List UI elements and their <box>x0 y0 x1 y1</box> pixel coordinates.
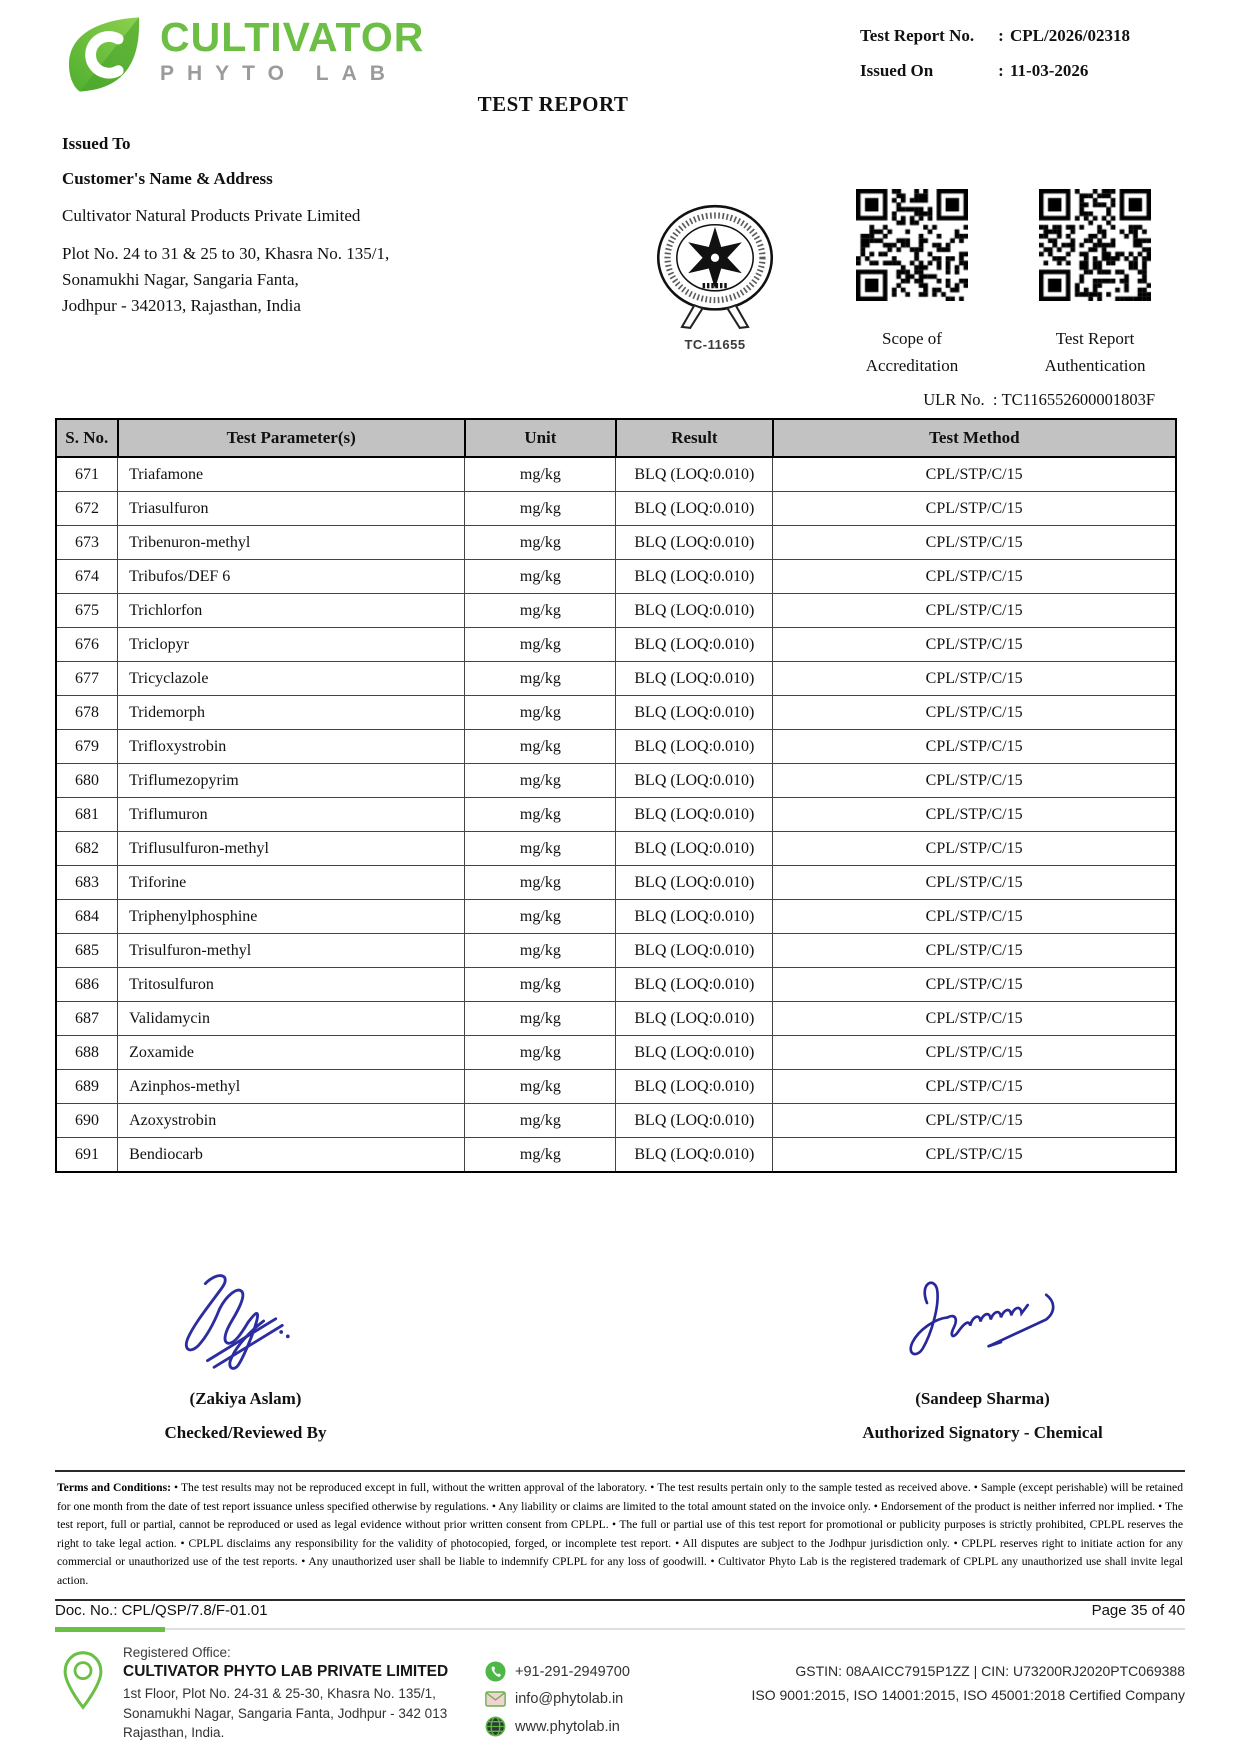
result-cell: BLQ (LOQ:0.010) <box>616 696 773 730</box>
sno-cell: 673 <box>56 526 118 560</box>
signatory-name: (Zakiya Aslam) <box>189 1389 302 1408</box>
sno-cell: 682 <box>56 832 118 866</box>
footer-divider-accent <box>55 1627 165 1632</box>
result-cell: BLQ (LOQ:0.010) <box>616 526 773 560</box>
document-footer-row <box>55 1602 1185 1619</box>
table-row <box>56 866 1176 900</box>
result-cell: BLQ (LOQ:0.010) <box>616 900 773 934</box>
method-cell: CPL/STP/C/15 <box>773 934 1176 968</box>
table-row <box>56 457 1176 492</box>
sno-cell: 671 <box>56 457 118 492</box>
parameter-cell: Tribufos/DEF 6 <box>118 560 465 594</box>
method-cell: CPL/STP/C/15 <box>773 730 1176 764</box>
result-cell: BLQ (LOQ:0.010) <box>616 560 773 594</box>
customer-address-line: Plot No. 24 to 31 & 25 to 30, Khasra No. 135/1, <box>62 244 390 263</box>
unit-cell: mg/kg <box>465 662 616 696</box>
table-row <box>56 696 1176 730</box>
parameter-cell: Tribenuron-methyl <box>118 526 465 560</box>
unit-cell: mg/kg <box>465 832 616 866</box>
method-cell: CPL/STP/C/15 <box>773 526 1176 560</box>
registered-office <box>123 1645 473 1746</box>
doc-number: Doc. No.: CPL/QSP/7.8/F-01.01 <box>55 1602 268 1619</box>
issued-on-row <box>860 61 1130 81</box>
unit-cell: mg/kg <box>465 560 616 594</box>
ulr-value: TC116552600001803F <box>1001 390 1155 409</box>
sno-cell: 684 <box>56 900 118 934</box>
contact-list <box>485 1661 700 1746</box>
parameter-cell: Validamycin <box>118 1002 465 1036</box>
method-cell: CPL/STP/C/15 <box>773 798 1176 832</box>
method-cell: CPL/STP/C/15 <box>773 696 1176 730</box>
parameter-cell: Trifloxystrobin <box>118 730 465 764</box>
sno-cell: 677 <box>56 662 118 696</box>
method-cell: CPL/STP/C/15 <box>773 1070 1176 1104</box>
result-cell: BLQ (LOQ:0.010) <box>616 1070 773 1104</box>
sno-cell: 683 <box>56 866 118 900</box>
report-no-value: CPL/2026/02318 <box>1010 26 1130 45</box>
customer-block <box>62 134 502 319</box>
result-cell: BLQ (LOQ:0.010) <box>616 628 773 662</box>
colon: : <box>998 26 1004 45</box>
table-row <box>56 1138 1176 1173</box>
logo-brand: CULTIVATOR <box>160 14 425 60</box>
signature-zakiya-icon <box>171 1266 321 1376</box>
sno-cell: 679 <box>56 730 118 764</box>
report-meta <box>860 26 1130 96</box>
result-cell: BLQ (LOQ:0.010) <box>616 1104 773 1138</box>
ulr-number <box>55 390 1177 410</box>
unit-cell: mg/kg <box>465 730 616 764</box>
parameter-cell: Triasulfuron <box>118 492 465 526</box>
parameter-cell: Triphenylphosphine <box>118 900 465 934</box>
table-row <box>56 730 1176 764</box>
method-cell: CPL/STP/C/15 <box>773 1138 1176 1173</box>
parameter-cell: Azoxystrobin <box>118 1104 465 1138</box>
footer-divider <box>55 1628 1185 1630</box>
signature-block-checked <box>118 1266 373 1443</box>
method-cell: CPL/STP/C/15 <box>773 866 1176 900</box>
sno-cell: 685 <box>56 934 118 968</box>
colon: : <box>992 390 998 409</box>
method-cell: CPL/STP/C/15 <box>773 764 1176 798</box>
sno-cell: 688 <box>56 1036 118 1070</box>
parameter-cell: Trichlorfon <box>118 594 465 628</box>
result-cell: BLQ (LOQ:0.010) <box>616 832 773 866</box>
result-cell: BLQ (LOQ:0.010) <box>616 457 773 492</box>
leaf-logo-icon <box>62 14 146 94</box>
qr-auth-caption-line1: Test Report <box>1055 329 1135 348</box>
sno-cell: 676 <box>56 628 118 662</box>
parameter-cell: Triclopyr <box>118 628 465 662</box>
unit-cell: mg/kg <box>465 457 616 492</box>
table-row <box>56 900 1176 934</box>
table-row <box>56 628 1176 662</box>
globe-icon <box>485 1716 506 1737</box>
website-url: www.phytolab.in <box>515 1718 620 1735</box>
iso-certifications: ISO 9001:2015, ISO 14001:2015, ISO 45001:2018 Certified Company <box>751 1687 1185 1703</box>
unit-cell: mg/kg <box>465 628 616 662</box>
result-cell: BLQ (LOQ:0.010) <box>616 934 773 968</box>
result-cell: BLQ (LOQ:0.010) <box>616 594 773 628</box>
parameter-cell: Trisulfuron-methyl <box>118 934 465 968</box>
website-row <box>485 1716 700 1737</box>
footer <box>55 1645 1185 1746</box>
sno-cell: 674 <box>56 560 118 594</box>
colon: : <box>998 61 1004 80</box>
table-row <box>56 1036 1176 1070</box>
sno-cell: 672 <box>56 492 118 526</box>
registration-numbers <box>700 1663 1185 1746</box>
terms-label: Terms and Conditions: <box>57 1481 171 1494</box>
unit-cell: mg/kg <box>465 1138 616 1173</box>
unit-cell: mg/kg <box>465 798 616 832</box>
page-title: TEST REPORT <box>477 92 629 116</box>
email-address: info@phytolab.in <box>515 1691 624 1707</box>
result-cell: BLQ (LOQ:0.010) <box>616 730 773 764</box>
unit-cell: mg/kg <box>465 764 616 798</box>
unit-cell: mg/kg <box>465 934 616 968</box>
result-cell: BLQ (LOQ:0.010) <box>616 968 773 1002</box>
unit-cell: mg/kg <box>465 1002 616 1036</box>
table-row <box>56 492 1176 526</box>
phone-number: +91-291-2949700 <box>515 1663 630 1680</box>
table-row <box>56 968 1176 1002</box>
qr-code-auth-icon <box>1039 189 1151 301</box>
results-table <box>55 418 1177 1173</box>
col-header-result: Result <box>616 419 773 457</box>
nabl-seal <box>653 200 777 352</box>
unit-cell: mg/kg <box>465 1036 616 1070</box>
office-address-line: Rajasthan, India. <box>123 1725 225 1741</box>
result-cell: BLQ (LOQ:0.010) <box>616 1002 773 1036</box>
office-address-line: 1st Floor, Plot No. 24-31 & 25-30, Khasra No. 135/1, <box>123 1686 436 1701</box>
unit-cell: mg/kg <box>465 968 616 1002</box>
sno-cell: 680 <box>56 764 118 798</box>
office-address-line: Sonamukhi Nagar, Sangaria Fanta, Jodhpur - 342 013 <box>123 1705 448 1721</box>
qr-code-scope-icon <box>856 189 968 301</box>
signature-sandeep-icon <box>890 1266 1075 1376</box>
issued-on-value: 11-03-2026 <box>1010 61 1089 80</box>
result-cell: BLQ (LOQ:0.010) <box>616 1036 773 1070</box>
page-number: Page 35 of 40 <box>1091 1602 1185 1619</box>
result-cell: BLQ (LOQ:0.010) <box>616 764 773 798</box>
parameter-cell: Triflumezopyrim <box>118 764 465 798</box>
method-cell: CPL/STP/C/15 <box>773 1104 1176 1138</box>
result-cell: BLQ (LOQ:0.010) <box>616 798 773 832</box>
phone-row <box>485 1661 700 1682</box>
qr-scope-caption-line1: Scope of <box>882 329 942 348</box>
method-cell: CPL/STP/C/15 <box>773 1002 1176 1036</box>
office-address <box>123 1684 473 1743</box>
method-cell: CPL/STP/C/15 <box>773 1036 1176 1070</box>
col-header-method: Test Method <box>773 419 1176 457</box>
unit-cell: mg/kg <box>465 866 616 900</box>
result-cell: BLQ (LOQ:0.010) <box>616 866 773 900</box>
method-cell: CPL/STP/C/15 <box>773 594 1176 628</box>
table-row <box>56 560 1176 594</box>
location-pin-icon <box>61 1649 105 1746</box>
terms-and-conditions <box>55 1470 1185 1601</box>
customer-subheading: Customer's Name & Address <box>62 169 273 188</box>
nabl-seal-icon <box>653 200 777 330</box>
office-company-name: CULTIVATOR PHYTO LAB PRIVATE LIMITED <box>123 1663 449 1680</box>
issued-to-heading: Issued To <box>62 134 131 153</box>
parameter-cell: Azinphos-methyl <box>118 1070 465 1104</box>
parameter-cell: Triforine <box>118 866 465 900</box>
logo-subtitle: PHYTO LAB <box>160 62 398 85</box>
unit-cell: mg/kg <box>465 696 616 730</box>
parameter-cell: Triflusulfuron-methyl <box>118 832 465 866</box>
customer-address-line: Jodhpur - 342013, Rajasthan, India <box>62 296 301 315</box>
table-row <box>56 1104 1176 1138</box>
sno-cell: 691 <box>56 1138 118 1173</box>
sno-cell: 681 <box>56 798 118 832</box>
email-row <box>485 1691 700 1707</box>
table-row <box>56 832 1176 866</box>
col-header-unit: Unit <box>465 419 616 457</box>
method-cell: CPL/STP/C/15 <box>773 662 1176 696</box>
unit-cell: mg/kg <box>465 1104 616 1138</box>
method-cell: CPL/STP/C/15 <box>773 968 1176 1002</box>
qr-scope-caption-line2: Accreditation <box>865 356 959 375</box>
sno-cell: 686 <box>56 968 118 1002</box>
signatory-role: Checked/Reviewed By <box>164 1423 327 1442</box>
gstin-cin: GSTIN: 08AAICC7915P1ZZ | CIN: U73200RJ2020PTC069388 <box>795 1663 1185 1679</box>
terms-text: • The test results may not be reproduced except in full, without the written approval of the laboratory. • The test results pertain only to the sample tested as received above. • Sample (except perishable) will be retained for one month from the date of test report issuance unless specified otherwise by regulations. • Any liability or claims are limited to the total amount stated on the invoice only. • Endorsement of the product is neither inferred nor implied. • The test report, full or partial, cannot be reproduced or used as legal evidence without prior written consent from CPLPL. • The full or partial use of this test report for promotional or publicity purposes is strictly prohibited, CPLPL reserves the right to take legal action. • CPLPL disclaims any responsibility for the validity of photocopied, forged, or incomplete test report. • All disputes are subject to the Jodhpur jurisdiction only. • CPLPL reserves right to initiate action for any commercial or unauthorized use of the test reports. • Any unauthorized user shall be liable to indemnify CPLPL for any loss of goodwill. • Cultivator Phyto Lab is the registered trademark of CPLPL any unauthorized use shall invite legal action. <box>57 1481 1183 1587</box>
signature-block-authorized <box>850 1266 1115 1443</box>
customer-name: Cultivator Natural Products Private Limited <box>62 206 361 225</box>
office-label: Registered Office: <box>123 1645 231 1660</box>
method-cell: CPL/STP/C/15 <box>773 492 1176 526</box>
sno-cell: 675 <box>56 594 118 628</box>
sno-cell: 690 <box>56 1104 118 1138</box>
parameter-cell: Zoxamide <box>118 1036 465 1070</box>
method-cell: CPL/STP/C/15 <box>773 628 1176 662</box>
table-row <box>56 934 1176 968</box>
unit-cell: mg/kg <box>465 492 616 526</box>
parameter-cell: Triafamone <box>118 457 465 492</box>
result-cell: BLQ (LOQ:0.010) <box>616 662 773 696</box>
result-cell: BLQ (LOQ:0.010) <box>616 1138 773 1173</box>
table-row <box>56 526 1176 560</box>
table-row <box>56 798 1176 832</box>
method-cell: CPL/STP/C/15 <box>773 900 1176 934</box>
qr-auth-block <box>1036 189 1154 379</box>
parameter-cell: Tridemorph <box>118 696 465 730</box>
table-header-row <box>56 419 1176 457</box>
table-row <box>56 764 1176 798</box>
ulr-label: ULR No. <box>923 390 985 409</box>
method-cell: CPL/STP/C/15 <box>773 832 1176 866</box>
unit-cell: mg/kg <box>465 526 616 560</box>
method-cell: CPL/STP/C/15 <box>773 457 1176 492</box>
unit-cell: mg/kg <box>465 1070 616 1104</box>
col-header-sno: S. No. <box>56 419 118 457</box>
qr-auth-caption-line2: Authentication <box>1044 356 1146 375</box>
report-no-label: Test Report No. <box>860 26 975 45</box>
result-cell: BLQ (LOQ:0.010) <box>616 492 773 526</box>
unit-cell: mg/kg <box>465 900 616 934</box>
col-header-parameter: Test Parameter(s) <box>118 419 465 457</box>
table-row <box>56 662 1176 696</box>
sno-cell: 687 <box>56 1002 118 1036</box>
method-cell: CPL/STP/C/15 <box>773 560 1176 594</box>
customer-address-line: Sonamukhi Nagar, Sangaria Fanta, <box>62 270 299 289</box>
table-row <box>56 1070 1176 1104</box>
parameter-cell: Bendiocarb <box>118 1138 465 1173</box>
logo-text <box>160 14 424 86</box>
unit-cell: mg/kg <box>465 594 616 628</box>
signatory-role: Authorized Signatory - Chemical <box>862 1423 1103 1442</box>
signatory-name: (Sandeep Sharma) <box>915 1389 1050 1408</box>
sno-cell: 689 <box>56 1070 118 1104</box>
parameter-cell: Tritosulfuron <box>118 968 465 1002</box>
email-icon <box>485 1691 506 1707</box>
parameter-cell: Triflumuron <box>118 798 465 832</box>
qr-auth-caption <box>1036 325 1154 379</box>
seal-caption: TC-11655 <box>684 337 746 352</box>
table-row <box>56 1002 1176 1036</box>
phone-icon <box>485 1661 506 1682</box>
qr-scope-block <box>853 189 971 379</box>
issued-on-label: Issued On <box>860 61 934 80</box>
parameter-cell: Tricyclazole <box>118 662 465 696</box>
qr-scope-caption <box>853 325 971 379</box>
company-logo <box>62 14 424 94</box>
report-no-row <box>860 26 1130 46</box>
sno-cell: 678 <box>56 696 118 730</box>
table-row <box>56 594 1176 628</box>
